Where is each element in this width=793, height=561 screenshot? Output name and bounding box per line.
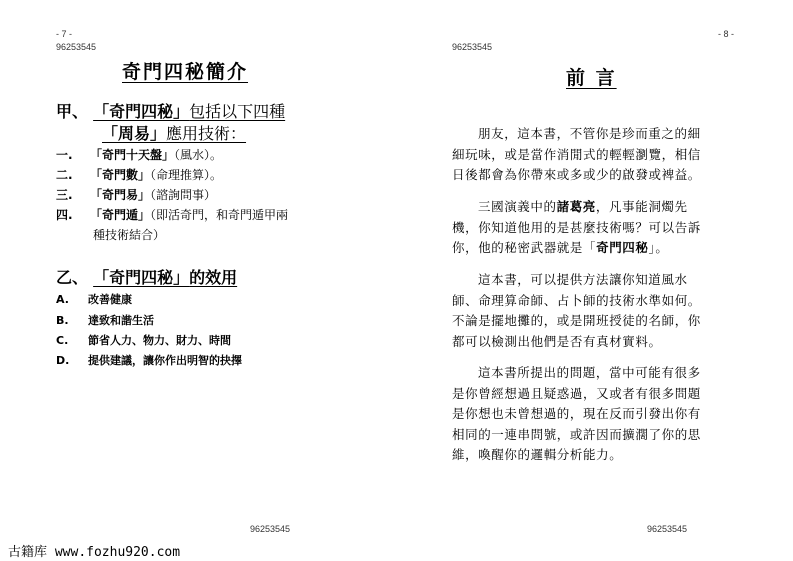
right-page-title: 前 言: [566, 67, 617, 89]
site-name: 古籍库: [8, 545, 48, 560]
paragraph-4: 這本書所提出的問題，當中可能有很多 是你曾經想過且疑惑過，又或者有很多問題 是你想也未曾想過的，現在反而引發出你有 相同的一連串問號，或許因而擴濶了你的思 維，喚醒你的邏輯分析能力。: [452, 365, 701, 462]
site-url[interactable]: www.fozhu920.com: [54, 545, 181, 560]
effect-item: B. 達致和諧生活: [56, 314, 154, 327]
site-watermark: [8, 541, 180, 560]
list-item-continuation: 種技術結合）: [93, 228, 166, 242]
section-jia-line2-quote: 「周易」: [102, 124, 167, 143]
list-item: 三. 「奇門易」（諮詢問事）: [56, 188, 217, 202]
list-item: 一. 「奇門十天盤」（風水）。: [56, 148, 223, 162]
section-jia-heading: [56, 99, 285, 122]
section-jia-heading-line2: [102, 121, 246, 144]
section-jia-quote: 「奇門四秘」: [93, 102, 190, 121]
section-yi-label: 乙、: [56, 268, 89, 287]
right-page-code: 96253545: [452, 42, 493, 52]
right-page-number: - 8 -: [718, 29, 735, 39]
left-page-title: 奇門四秘簡介: [122, 61, 249, 83]
right-page-bottom-code: 96253545: [647, 524, 688, 534]
paragraph-1: 朋友，這本書，不管你是珍而重之的細 細玩味，或是當作消閒式的輕輕瀏覽，相信 日後都會為你帶來或多或少的啟發或裨益。: [452, 126, 701, 182]
section-yi-quote: 「奇門四秘」: [93, 268, 190, 287]
effect-item: C. 節省人力、物力、財力、時間: [56, 334, 231, 347]
section-yi-rest: 的效用: [189, 268, 238, 287]
list-item: 四. 「奇門遁」（即活奇門，和奇門遁甲兩: [56, 208, 289, 222]
effect-item: D. 提供建議，讓你作出明智的抉擇: [56, 354, 242, 367]
section-jia-label: 甲、: [56, 102, 89, 121]
list-item: 二. 「奇門數」（命理推算）。: [56, 168, 223, 182]
left-page-code: 96253545: [56, 42, 97, 52]
section-jia-rest: 包括以下四種: [189, 102, 286, 121]
section-yi-heading: [56, 265, 237, 288]
paragraph-3: 這本書，可以提供方法讓你知道風水 師、命理算命師、占卜師的技術水準如何。 不論是擺地攤的，或是開班授徒的名師，你 都可以檢測出他們是否有真材實料。: [452, 272, 701, 349]
effect-item: A. 改善健康: [56, 293, 132, 306]
left-page-number: - 7 -: [56, 29, 73, 39]
paragraph-2: 三國演義中的諸葛亮，凡事能洞燭先 機，你知道他用的是甚麼技術嗎？可以告訴 你，他的秘密武器就是「奇門四秘」。: [452, 199, 701, 255]
section-jia-line2-rest: 應用技術：: [166, 124, 247, 143]
left-page-bottom-code: 96253545: [250, 524, 291, 534]
